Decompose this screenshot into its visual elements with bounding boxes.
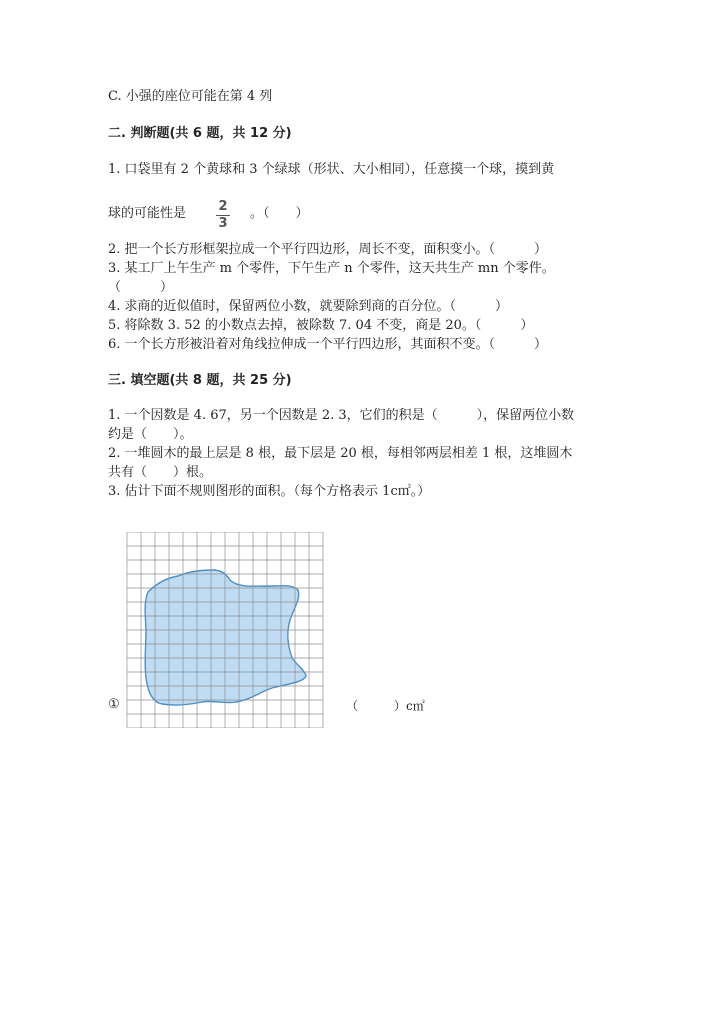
section-3-title: 三. 填空题(共 8 题，共 25 分) bbox=[108, 373, 292, 388]
fraction-two-thirds bbox=[216, 200, 230, 231]
question-2-1-line2-suffix: 。（ ） bbox=[250, 206, 309, 221]
question-3-2-line1: 2. 一堆圆木的最上层是 8 根，最下层是 20 根，每相邻两层相差 1 根，这堆圆木 bbox=[108, 446, 573, 461]
question-2-3-line2: （ ） bbox=[108, 280, 174, 295]
area-answer-blank: （ ）c㎡ bbox=[346, 699, 425, 713]
figure-marker: ① bbox=[108, 697, 120, 712]
fraction-numerator: 2 bbox=[218, 199, 228, 214]
question-3-3: 3. 估计下面不规则图形的面积。（每个方格表示 1c㎡。） bbox=[108, 484, 431, 499]
question-2-4: 4. 求商的近似值时，保留两位小数，就要除到商的百分位。（ ） bbox=[108, 299, 509, 314]
question-3-1-line2: 约是（ ）。 bbox=[108, 427, 193, 442]
question-3-1-line1: 1. 一个因数是 4. 67，另一个因数是 2. 3，它们的积是（ ），保留两位小数 bbox=[108, 408, 575, 423]
grid-figure-svg bbox=[126, 532, 324, 728]
question-2-1-line2-prefix: 球的可能性是 bbox=[108, 206, 187, 221]
option-c: C. 小强的座位可能在第 4 列 bbox=[108, 89, 273, 104]
question-2-1-line1: 1. 口袋里有 2 个黄球和 3 个绿球（形状、大小相同），任意摸一个球，摸到黄 bbox=[108, 162, 555, 177]
question-2-2: 2. 把一个长方形框架拉成一个平行四边形，周长不变，面积变小。（ ） bbox=[108, 242, 548, 257]
question-2-5: 5. 将除数 3. 52 的小数点去掉，被除数 7. 04 不变，商是 20。（ ） bbox=[108, 318, 534, 333]
fraction-denominator: 3 bbox=[218, 216, 228, 231]
question-2-6: 6. 一个长方形被沿着对角线拉伸成一个平行四边形，其面积不变。（ ） bbox=[108, 337, 548, 352]
section-2-title: 二. 判断题(共 6 题，共 12 分) bbox=[108, 126, 292, 141]
grid-figure bbox=[126, 532, 324, 732]
question-2-3-line1: 3. 某工厂上午生产 m 个零件，下午生产 n 个零件，这天共生产 mn 个零件。 bbox=[108, 261, 555, 276]
question-3-2-line2: 共有（ ）根。 bbox=[108, 465, 213, 480]
